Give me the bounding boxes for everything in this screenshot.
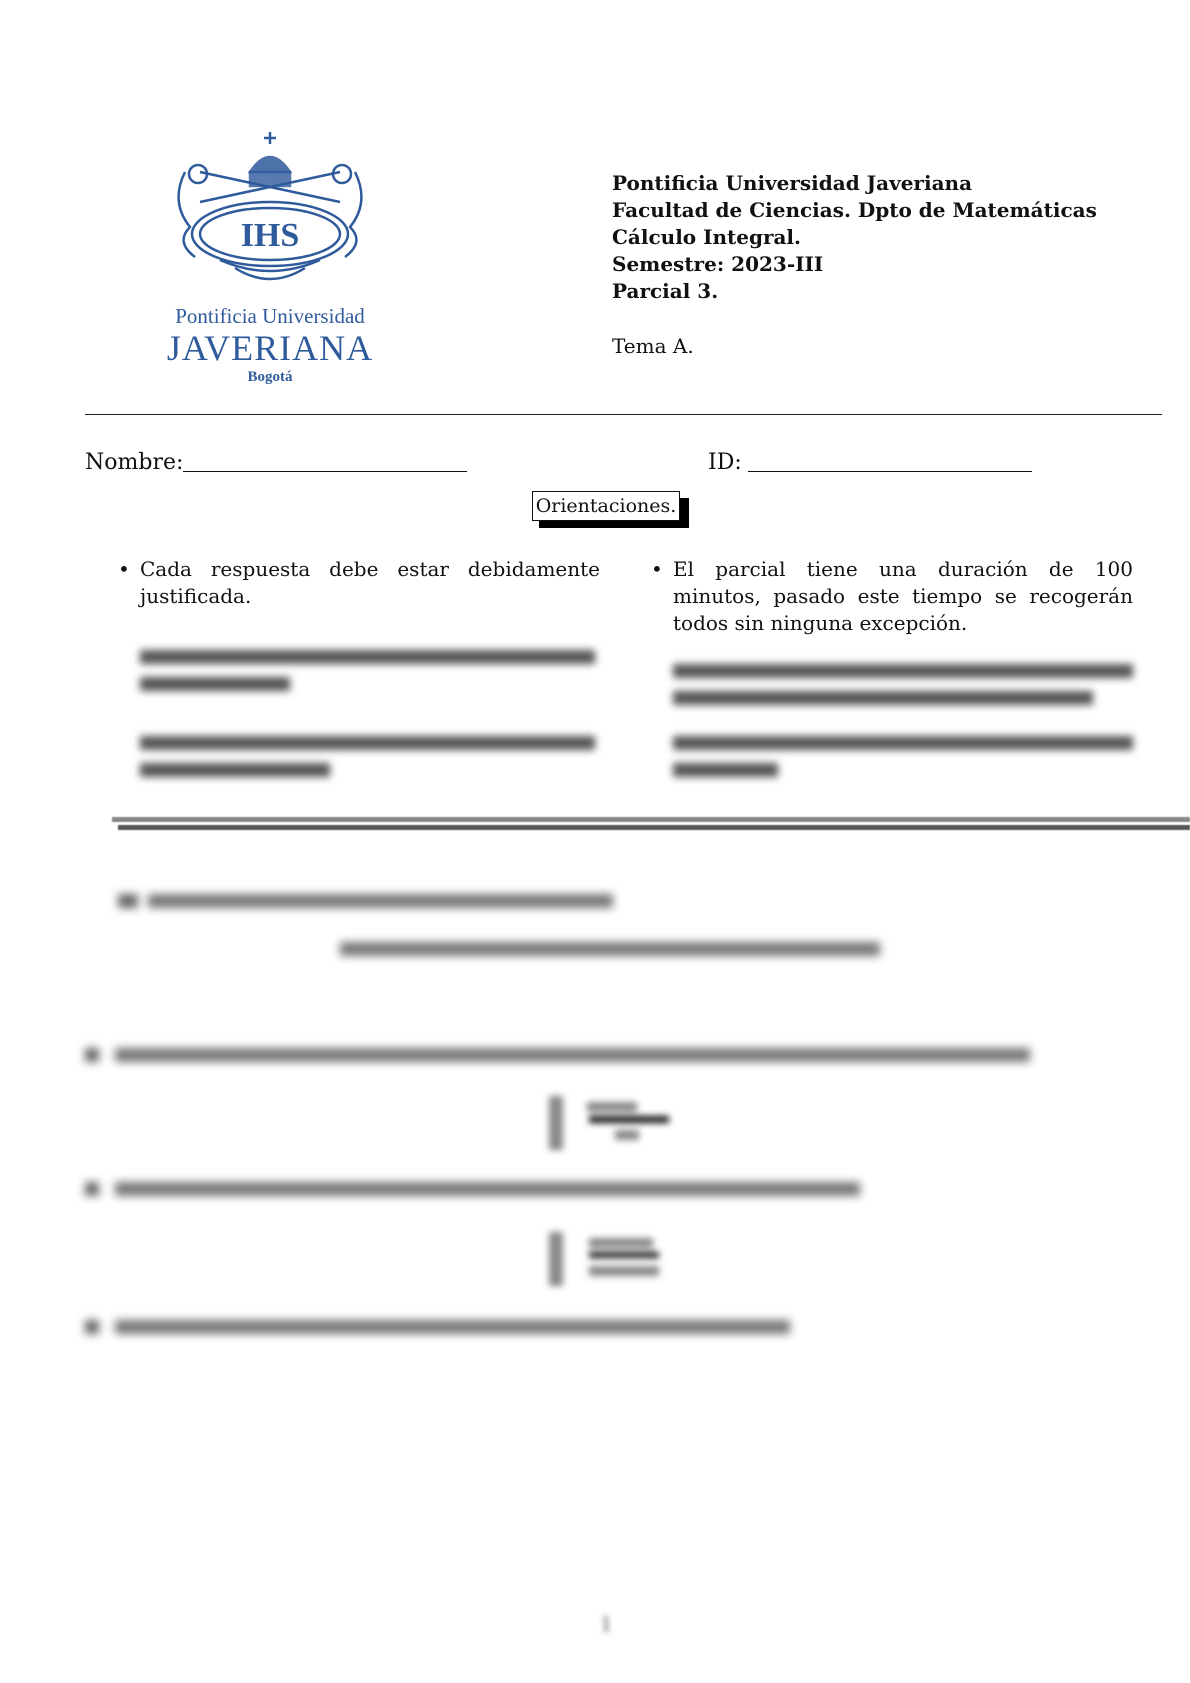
question-4-blurred (85, 1316, 795, 1338)
orientaciones-item-text: Cada respuesta debe estar debidamente justificada. (140, 557, 600, 608)
series-formula-2-blurred (545, 1224, 675, 1294)
bullet-icon: • (651, 557, 663, 581)
header-tema: Tema A. (612, 334, 694, 358)
header-course: Cálculo Integral. (612, 225, 801, 249)
logo-line-3: Bogotá (247, 369, 293, 385)
nombre-label: Nombre: (85, 450, 184, 475)
university-logo-text (140, 304, 400, 386)
orientaciones-item-text: El parcial tiene una duración de 100 minutos, pasado este tiempo se recogerán todos sin ninguna excepción. (673, 557, 1133, 635)
bullet-icon: • (118, 557, 130, 581)
blurred-orientaciones-item (673, 730, 1133, 786)
orientaciones-item (118, 556, 600, 610)
section-divider (118, 825, 1190, 830)
svg-text:IHS: IHS (240, 217, 300, 254)
logo-line-2: JAVERIANA (166, 328, 374, 368)
logo-line-1: Pontificia Universidad (175, 304, 365, 328)
series-formula-1-blurred (545, 1088, 675, 1158)
section-divider (112, 817, 1190, 822)
divider-rule (85, 414, 1162, 415)
blurred-orientaciones-item (673, 658, 1133, 714)
question-3-blurred (85, 1178, 865, 1200)
orientaciones-item (651, 556, 1133, 637)
id-label: ID: (708, 450, 742, 475)
nombre-field-line[interactable] (183, 471, 467, 472)
id-field-line[interactable] (748, 471, 1032, 472)
blurred-orientaciones-item (140, 730, 600, 786)
question-1-formula-blurred (340, 938, 880, 960)
orientaciones-title: Orientaciones. (532, 491, 680, 521)
page-number: 1 (600, 1612, 613, 1636)
header-exam: Parcial 3. (612, 279, 719, 303)
question-1-blurred (118, 890, 618, 912)
header-semester: Semestre: 2023-III (612, 252, 824, 276)
header-faculty: Facultad de Ciencias. Dpto de Matemáticas (612, 198, 1097, 222)
exam-header (612, 170, 1097, 305)
question-2-blurred (85, 1044, 1035, 1066)
blurred-orientaciones-item (140, 644, 600, 700)
header-university: Pontificia Universidad Javeriana (612, 171, 973, 195)
